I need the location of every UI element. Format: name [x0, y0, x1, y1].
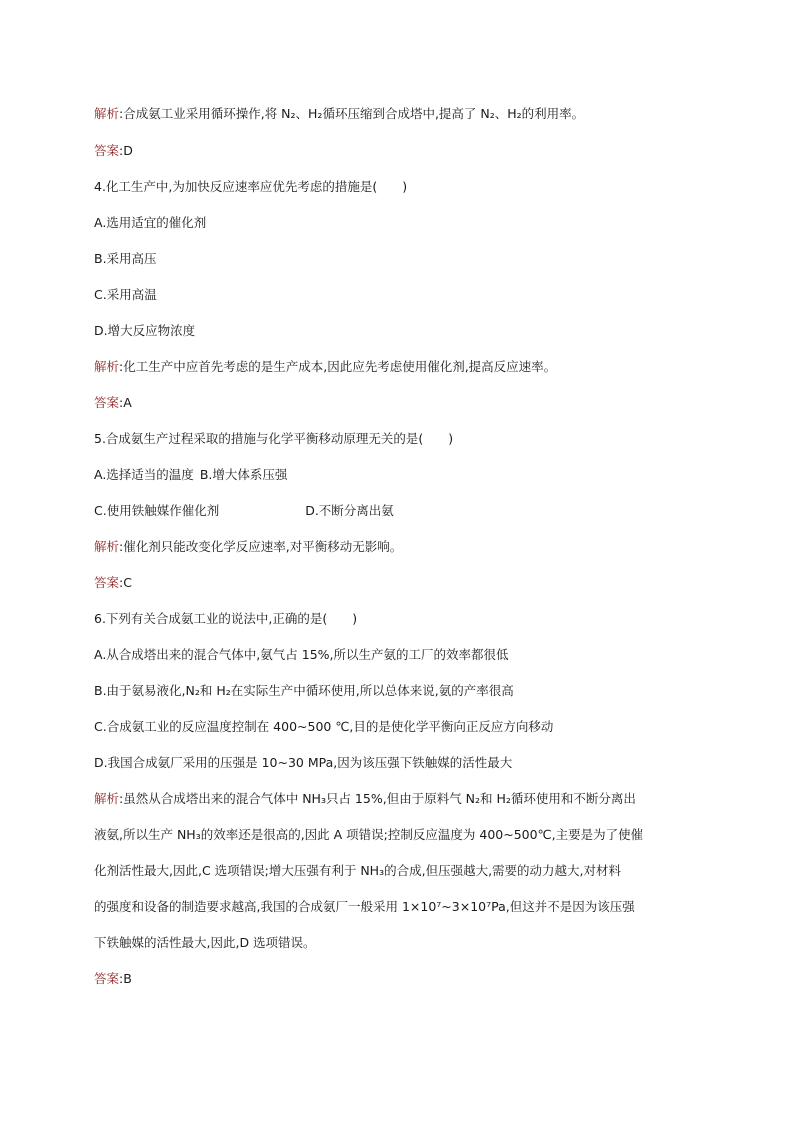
question-5-stem: 5.合成氨生产过程采取的措施与化学平衡移动原理无关的是( ) [94, 431, 454, 446]
q6-option-d: D.我国合成氨厂采用的压强是 10~30 MPa,因为该压强下铁触媒的活性最大 [94, 755, 513, 770]
analysis-label: 解析 [94, 359, 120, 374]
answer-label: 答案 [94, 395, 120, 410]
q5-option-c: C.使用铁触媒作催化剂 [94, 503, 220, 518]
q4-option-d: D.增大反应物浓度 [94, 323, 196, 338]
answer-line [94, 970, 132, 988]
answer-text: :D [119, 143, 133, 158]
answer-line [94, 574, 132, 592]
analysis-text: :虽然从合成塔出来的混合气体中 NH₃只占 15%,但由于原料气 N₂和 H₂循环使用和不断分离出 [119, 791, 636, 806]
analysis-line [94, 790, 636, 808]
analysis-label: 解析 [94, 539, 120, 554]
q5-option-b: B.增大体系压强 [199, 467, 288, 482]
analysis-continuation: 的强度和设备的制造要求越高,我国的合成氨厂一般采用 1×10⁷~3×10⁷Pa,但这并不是因为该压强 [94, 899, 635, 914]
answer-line [94, 142, 133, 160]
answer-text: :C [119, 575, 132, 590]
q6-option-c: C.合成氨工业的反应温度控制在 400~500 ℃,目的是使化学平衡向正反应方向移动 [94, 719, 554, 734]
analysis-text: :化工生产中应首先考虑的是生产成本,因此应先考虑使用催化剂,提高反应速率。 [119, 359, 557, 374]
q4-option-c: C.采用高温 [94, 287, 157, 302]
answer-text: :A [119, 395, 132, 410]
analysis-continuation: 下铁触媒的活性最大,因此,D 选项错误。 [94, 935, 316, 950]
answer-label: 答案 [94, 971, 120, 986]
question-6-stem: 6.下列有关合成氨工业的说法中,正确的是( ) [94, 611, 358, 626]
analysis-label: 解析 [94, 791, 120, 806]
analysis-text: :合成氨工业采用循环操作,将 N₂、H₂循环压缩到合成塔中,提高了 N₂、H₂的利用率。 [119, 106, 585, 121]
analysis-continuation: 液氨,所以生产 NH₃的效率还是很高的,因此 A 项错误;控制反应温度为 400~500℃,主要是为了使催 [94, 827, 644, 842]
q4-option-b: B.采用高压 [94, 251, 157, 266]
q5-options-row-1 [94, 466, 287, 484]
q4-option-a: A.选用适宜的催化剂 [94, 215, 207, 230]
answer-label: 答案 [94, 143, 120, 158]
analysis-line [94, 105, 584, 123]
analysis-line [94, 358, 556, 376]
q6-option-a: A.从合成塔出来的混合气体中,氨气占 15%,所以生产氨的工厂的效率都很低 [94, 647, 509, 662]
answer-line [94, 394, 132, 412]
analysis-label: 解析 [94, 106, 120, 121]
q5-option-d: D.不断分离出氨 [305, 503, 394, 518]
answer-label: 答案 [94, 575, 120, 590]
q5-options-row-2 [94, 502, 394, 520]
question-4-stem: 4.化工生产中,为加快反应速率应优先考虑的措施是( ) [94, 179, 408, 194]
analysis-text: :催化剂只能改变化学反应速率,对平衡移动无影响。 [119, 539, 403, 554]
answer-text: :B [119, 971, 132, 986]
analysis-line [94, 538, 402, 556]
q5-option-a: A.选择适当的温度 [94, 467, 194, 482]
analysis-continuation: 化剂活性最大,因此,C 选项错误;增大压强有利于 NH₃的合成,但压强越大,需要的动力越大,对材料 [94, 863, 622, 878]
q6-option-b: B.由于氨易液化,N₂和 H₂在实际生产中循环使用,所以总体来说,氨的产率很高 [94, 683, 514, 698]
